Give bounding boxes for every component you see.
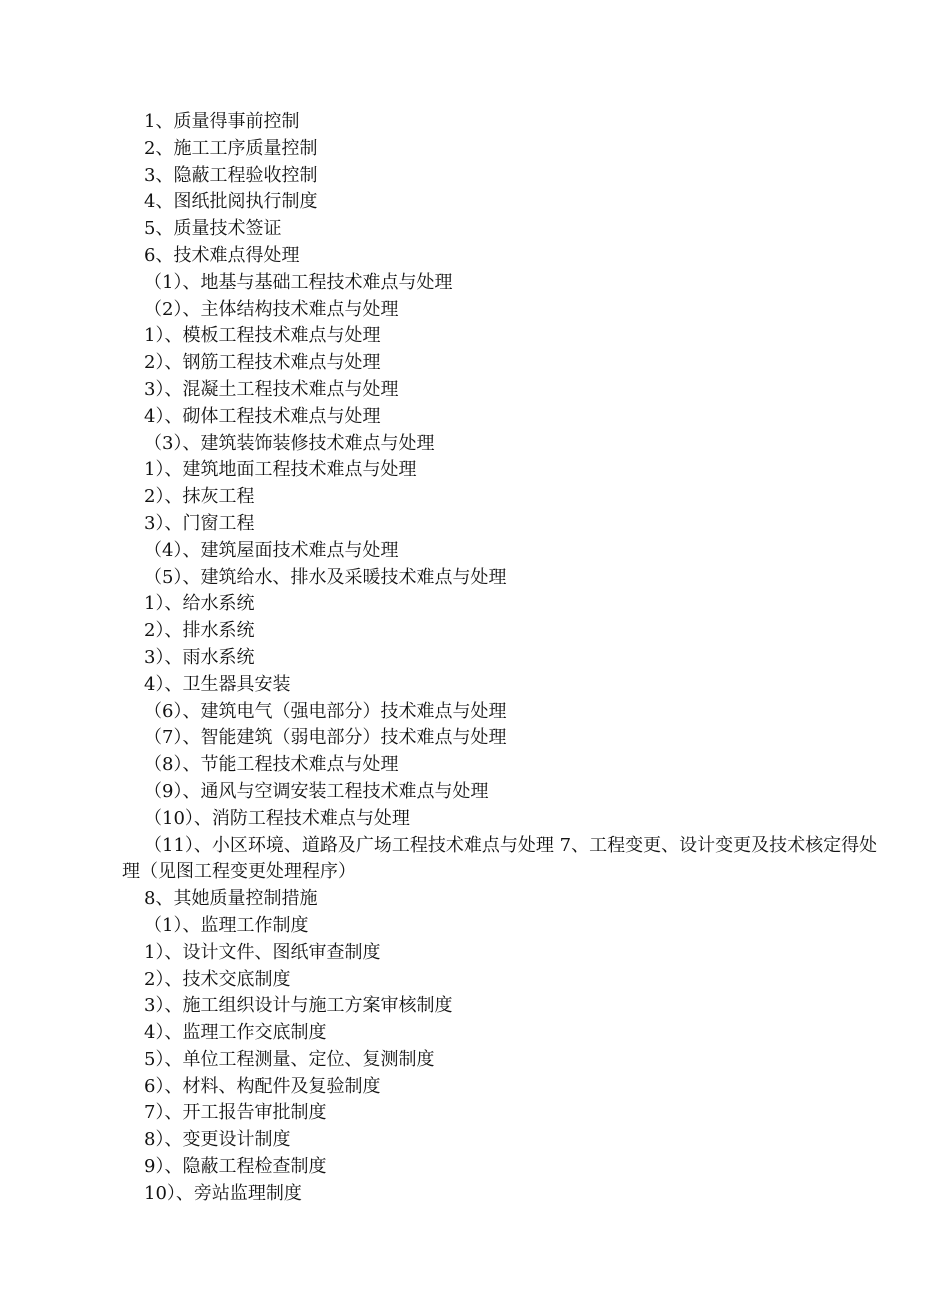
outline-item: 2）、技术交底制度 [144,968,291,990]
outline-item: 3）、雨水系统 [144,646,255,668]
outline-item: 4、图纸批阅执行制度 [144,191,318,213]
outline-item: 10）、旁站监理制度 [144,1182,302,1204]
outline-item: 3、隐蔽工程验收控制 [144,164,318,186]
outline-item: 5、质量技术签证 [144,218,282,240]
outline-item: （4）、建筑屋面技术难点与处理 [144,539,399,561]
outline-item: （11）、小区环境、道路及广场工程技术难点与处理 7、工程变更、设计变更及技术核定得处理（见图工程变更处理程序） [122,834,878,883]
outline-item: 3）、施工组织设计与施工方案审核制度 [144,995,453,1017]
outline-item: 9）、隐蔽工程检查制度 [144,1156,327,1178]
outline-item: 2、施工工序质量控制 [144,137,318,159]
outline-item: 1）、设计文件、图纸审查制度 [144,941,381,963]
outline-item: （6）、建筑电气（强电部分）技术难点与处理 [144,700,507,722]
outline-item: （10）、消防工程技术难点与处理 [144,807,410,829]
outline-item: 4）、卫生器具安装 [144,673,291,695]
outline-item: 2）、抹灰工程 [144,486,255,508]
outline-item: （1）、地基与基础工程技术难点与处理 [144,271,453,293]
outline-item: 8、其她质量控制措施 [144,888,318,910]
outline-item: 1、质量得事前控制 [144,111,300,132]
outline-item: 8）、变更设计制度 [144,1129,291,1151]
outline-item: 4）、监理工作交底制度 [144,1022,327,1044]
outline-item: （1）、监理工作制度 [144,914,309,936]
outline-item: （7）、智能建筑（弱电部分）技术难点与处理 [144,727,507,749]
outline-item: 1）、模板工程技术难点与处理 [144,325,381,347]
outline-item: 3）、门窗工程 [144,512,255,534]
outline-item: （8）、节能工程技术难点与处理 [144,754,399,776]
outline-item: 7）、开工报告审批制度 [144,1102,327,1124]
document-body [122,109,892,1208]
outline-item: （2）、主体结构技术难点与处理 [144,298,399,320]
outline-item: 1）、给水系统 [144,593,255,615]
outline-item: 2）、排水系统 [144,620,255,642]
outline-item: 3）、混凝土工程技术难点与处理 [144,378,399,400]
outline-item: （3）、建筑装饰装修技术难点与处理 [144,432,435,454]
outline-item: （9）、通风与空调安装工程技术难点与处理 [144,780,489,802]
outline-item: 6、技术难点得处理 [144,244,300,266]
outline-item: 5）、单位工程测量、定位、复测制度 [144,1048,435,1070]
outline-item: （5）、建筑给水、排水及采暖技术难点与处理 [144,566,507,588]
outline-item: 4）、砌体工程技术难点与处理 [144,405,381,427]
outline-item: 6）、材料、构配件及复验制度 [144,1075,381,1097]
outline-item: 2）、钢筋工程技术难点与处理 [144,352,381,374]
outline-item: 1）、建筑地面工程技术难点与处理 [144,459,417,481]
